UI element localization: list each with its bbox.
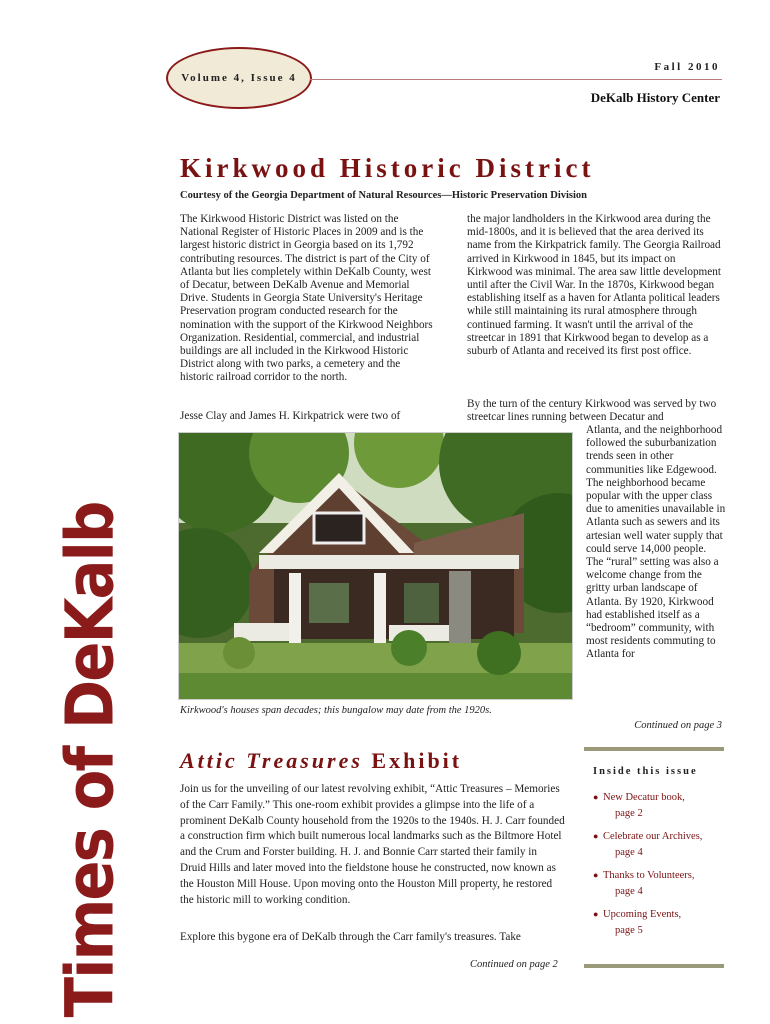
paragraph: the major landholders in the Kirkwood area during the mid-1800s, and it is believed that the area derived its name from the Kirkpatrick family. The Georgia Railroad arrived in Kirkwood in 1845, but its impact on Kirkwood was minimal. The area saw little development until after the Civil War. In the 1870s, Kirkwood began establishing itself as a haven for Atlanta political leaders while still maintaining its rural atmosphere through continued farming. It wasn't until the arrival of the streetcar in 1891 that Kirkwood began to develop as a suburb of Atlanta and received its first post office. — [467, 213, 721, 358]
bullet-icon: ● — [593, 831, 599, 841]
exhibit-body-continued — [180, 930, 565, 958]
bullet-icon: ● — [593, 870, 599, 880]
list-item[interactable] — [593, 829, 728, 860]
masthead-title: Times of DeKalb — [51, 502, 129, 1018]
paragraph: By the turn of the century Kirkwood was served by two streetcar lines running between Decatur and — [467, 398, 717, 424]
list-item[interactable] — [593, 907, 728, 938]
bungalow-photo — [178, 432, 573, 700]
volume-label: Volume 4, Issue 4 — [181, 72, 297, 84]
exhibit-title-italic: Attic Treasures — [180, 748, 363, 773]
bullet-icon: ● — [593, 792, 599, 802]
exhibit-title — [180, 748, 462, 774]
sidebar-rule-top — [584, 747, 724, 751]
list-item-page: page 4 — [615, 846, 643, 858]
publisher-name: DeKalb History Center — [590, 90, 720, 105]
list-item-label: New Decatur book, — [603, 792, 685, 803]
article-column-2 — [467, 213, 722, 370]
list-item-label: Upcoming Events, — [603, 909, 682, 920]
article-title: Kirkwood Historic District — [180, 153, 595, 183]
paragraph: The Kirkwood Historic District was listed on the National Register of Historic Places in 2009 and is the largest historic district in Georgia based on its 1,792 contributing resources. The district is part of the City of Atlanta but lies completely within DeKalb County, west of Decatur, between DeKalb Avenue and Memorial Drive. Students in Georgia State University's Heritage Preservation program conducted research for the nomination with the support of the Kirkwood Neighbors Organization. Residential, commercial, and industrial buildings are all included in the Kirkwood Historic District along with two parks, a cemetery and the historic railroad corridor to the north. — [180, 213, 433, 384]
bullet-icon: ● — [593, 909, 599, 919]
paragraph: Explore this bygone era of DeKalb through the Carr family's treasures. Take — [180, 931, 521, 943]
paragraph: Join us for the unveiling of our latest revolving exhibit, “Attic Treasures – Memories of the Carr Family.” This one-room exhibit provides a glimpse into the life of a prominent DeKalb County household from the 1920s to the 1940s. H. J. Carr founded a construction firm which built numerous local landmarks such as the Biltmore Hotel and the Crum and Forster building. H. J. and Bonnie Carr started their family in Druid Hills and later moved into the fieldstone house he constructed, now known as the Houston Mill House. Upon moving onto the Houston Mill property, he restored the historic mill to working condition. — [180, 783, 565, 906]
article-credit: Courtesy of the Georgia Department of Natural Resources—Historic Preservation Division — [180, 190, 587, 201]
exhibit-title-rest: Exhibit — [371, 748, 463, 773]
exhibit-body — [180, 782, 565, 920]
list-item-page: page 4 — [615, 885, 643, 897]
paragraph: Atlanta, and the neighborhood followed the suburbanization trends seen in other communities like Edgewood. The neighborhood became popular with the upper class due to amenities unavailable in Atlanta such as sewers and its artesian well water supply that could serve 14,000 people. The “rural” setting was also a welcome change from the gritty urban landscape of Atlanta. By 1920, Kirkwood had established itself as a “bedroom” community, with most residents commuting to Atlanta for — [586, 424, 726, 661]
header-divider — [310, 79, 722, 80]
list-item[interactable] — [593, 790, 728, 821]
continued-note: Continued on page 3 — [634, 720, 722, 731]
masthead — [20, 502, 160, 1018]
inside-issue-heading: Inside this issue — [593, 766, 698, 777]
list-item-label: Thanks to Volunteers, — [603, 870, 695, 881]
list-item[interactable] — [593, 868, 728, 899]
list-item-page: page 5 — [615, 924, 643, 936]
volume-badge — [166, 47, 312, 109]
sidebar-rule-bottom — [584, 964, 724, 968]
issue-season: Fall 2010 — [654, 61, 720, 73]
inside-issue-list — [593, 790, 728, 946]
continued-note: Continued on page 2 — [470, 959, 558, 970]
paragraph: Jesse Clay and James H. Kirkpatrick were two of — [180, 410, 401, 422]
article-column-1 — [180, 213, 435, 397]
list-item-page: page 2 — [615, 807, 643, 819]
photo-caption: Kirkwood's houses span decades; this bungalow may date from the 1920s. — [180, 705, 492, 716]
list-item-label: Celebrate our Archives, — [603, 831, 703, 842]
article-column-3 — [586, 424, 726, 674]
